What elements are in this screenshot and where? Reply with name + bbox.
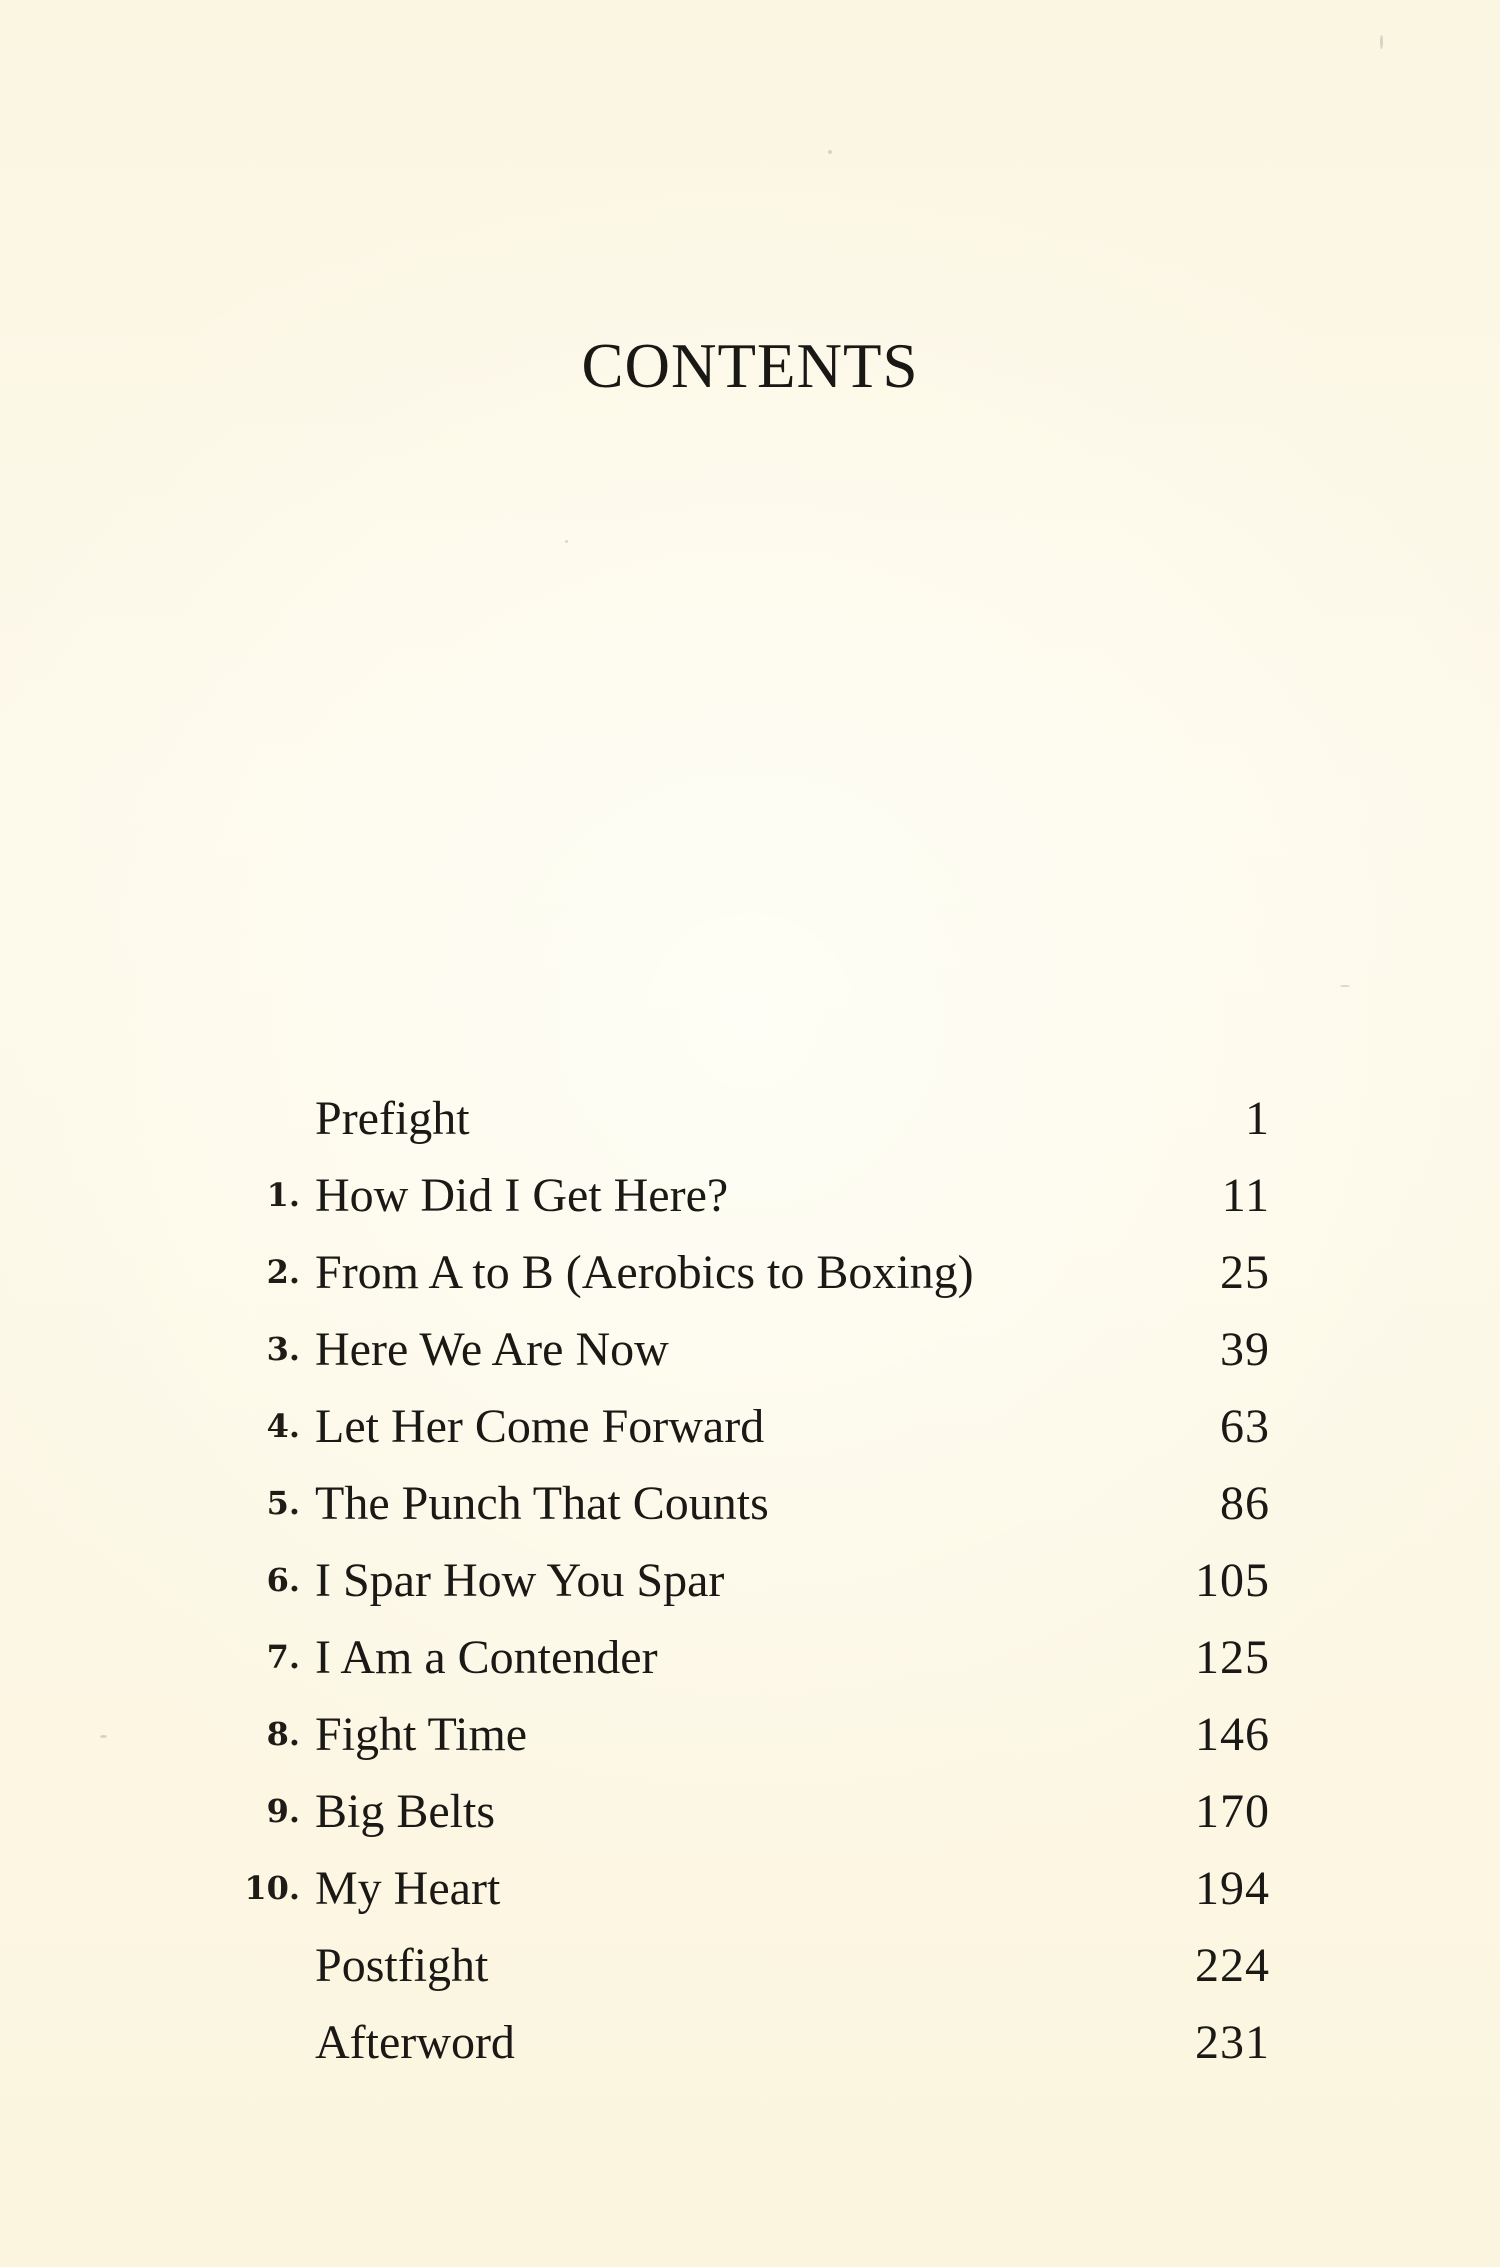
chapter-number: 1. xyxy=(266,1176,300,1214)
paper-speck xyxy=(565,540,568,543)
page-number: 170 xyxy=(1195,1785,1270,1838)
page-number: 125 xyxy=(1195,1631,1270,1684)
chapter-title: Big Belts xyxy=(315,1785,496,1838)
chapter-title: I Spar How You Spar xyxy=(315,1554,725,1607)
page-number: 39 xyxy=(1220,1323,1270,1376)
page-number: 194 xyxy=(1195,1862,1270,1915)
toc-entry-chapter-7[interactable] xyxy=(235,1619,1270,1696)
toc-entry-prefight[interactable] xyxy=(235,1080,1270,1157)
page-number: 231 xyxy=(1195,2016,1270,2069)
chapter-title: Prefight xyxy=(315,1092,470,1145)
paper-speck xyxy=(828,150,832,154)
chapter-number: 8. xyxy=(266,1715,300,1753)
page-number: 1 xyxy=(1245,1092,1270,1145)
page-number: 224 xyxy=(1195,1939,1270,1992)
chapter-title: Let Her Come Forward xyxy=(315,1400,765,1453)
paper-speck xyxy=(1340,985,1350,987)
chapter-title: The Punch That Counts xyxy=(315,1477,769,1530)
chapter-title: Postfight xyxy=(315,1939,489,1992)
chapter-title: How Did I Get Here? xyxy=(315,1169,729,1222)
table-of-contents xyxy=(235,1080,1270,2081)
chapter-number: 10. xyxy=(244,1869,300,1907)
chapter-number: 6. xyxy=(266,1561,300,1599)
chapter-title: Fight Time xyxy=(315,1708,528,1761)
paper-speck xyxy=(100,1735,107,1738)
chapter-number: 5. xyxy=(266,1484,300,1522)
page-number: 105 xyxy=(1195,1554,1270,1607)
page-number: 63 xyxy=(1220,1400,1270,1453)
chapter-number: 9. xyxy=(266,1792,300,1830)
chapter-title: I Am a Contender xyxy=(315,1631,658,1684)
chapter-title: From A to B (Aerobics to Boxing) xyxy=(315,1246,974,1299)
toc-entry-chapter-6[interactable] xyxy=(235,1542,1270,1619)
toc-entry-postfight[interactable] xyxy=(235,1927,1270,2004)
chapter-title: Afterword xyxy=(315,2016,515,2069)
page-number: 11 xyxy=(1221,1169,1270,1222)
toc-entry-chapter-9[interactable] xyxy=(235,1773,1270,1850)
toc-entry-afterword[interactable] xyxy=(235,2004,1270,2081)
toc-entry-chapter-2[interactable] xyxy=(235,1234,1270,1311)
page-number: 146 xyxy=(1195,1708,1270,1761)
paper-speck xyxy=(1380,35,1383,49)
chapter-title: My Heart xyxy=(315,1862,501,1915)
page-number: 86 xyxy=(1220,1477,1270,1530)
toc-entry-chapter-3[interactable] xyxy=(235,1311,1270,1388)
page-number: 25 xyxy=(1220,1246,1270,1299)
page-title: CONTENTS xyxy=(581,331,919,401)
chapter-number: 4. xyxy=(266,1407,300,1445)
chapter-title: Here We Are Now xyxy=(315,1323,669,1376)
toc-entry-chapter-8[interactable] xyxy=(235,1696,1270,1773)
toc-entry-chapter-4[interactable] xyxy=(235,1388,1270,1465)
chapter-number: 7. xyxy=(266,1638,300,1676)
chapter-number: 3. xyxy=(266,1330,300,1368)
toc-entry-chapter-5[interactable] xyxy=(235,1465,1270,1542)
chapter-number: 2. xyxy=(266,1253,300,1291)
toc-entry-chapter-1[interactable] xyxy=(235,1157,1270,1234)
toc-entry-chapter-10[interactable] xyxy=(235,1850,1270,1927)
